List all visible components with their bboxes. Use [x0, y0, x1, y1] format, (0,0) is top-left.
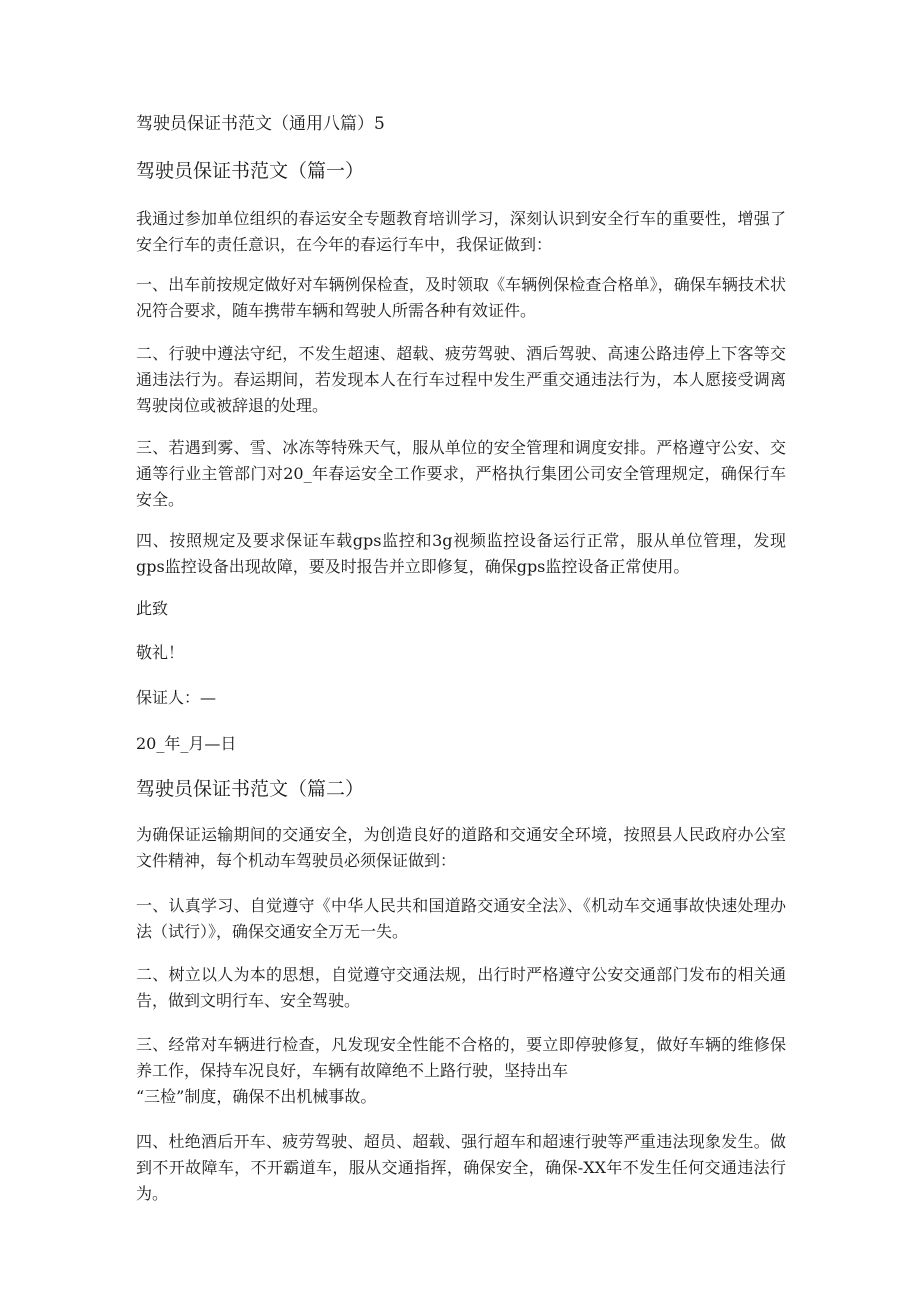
paragraph-item-2-4: 四、杜绝酒后开车、疲劳驾驶、超员、超载、强行超车和超速行驶等严重违法现象发生。做到不开故障车，不开霸道车，服从交通指挥，确保安全，确保-XX年不发生任何交通违法行为。: [136, 1132, 786, 1203]
closing-respect: 敬礼！: [136, 643, 185, 662]
document-title: 驾驶员保证书范文（通用八篇）5: [136, 114, 385, 134]
paragraph-intro-1: 我通过参加单位组织的春运安全专题教育培训学习，深刻认识到安全行车的重要性，增强了安全行车的责任意识，在今年的春运行车中，我保证做到：: [136, 209, 786, 254]
section-heading-2: 驾驶员保证书范文（篇二）: [136, 778, 365, 800]
paragraph-item-2-2: 二、树立以人为本的思想，自觉遵守交通法规，出行时严格遵守公安交通部门发布的相关通告，做到文明行车、安全驾驶。: [136, 965, 786, 1010]
date-line: 20_年_月—日: [136, 734, 237, 753]
paragraph-item-1-2: 二、行驶中遵法守纪，不发生超速、超载、疲劳驾驶、酒后驾驶、高速公路违停上下客等交通违法行为。春运期间，若发现本人在行车过程中发生严重交通违法行为，本人愿接受调离驾驶岗位或被辞退的处理。: [136, 344, 786, 415]
closing-salutation: 此致: [136, 599, 169, 618]
paragraph-item-1-3: 三、若遇到雾、雪、冰冻等特殊天气，服从单位的安全管理和调度安排。严格遵守公安、交通等行业主管部门对20_年春运安全工作要求，严格执行集团公司安全管理规定，确保行车安全。: [136, 438, 786, 509]
paragraph-item-1-1: 一、出车前按规定做好对车辆例保检查，及时领取《车辆例保检查合格单》，确保车辆技术状况符合要求，随车携带车辆和驾驶人所需各种有效证件。: [136, 275, 786, 320]
paragraph-item-2-1: 一、认真学习、自觉遵守《中华人民共和国道路交通安全法》、《机动车交通事故快速处理办法（试行）》，确保交通安全万无一失。: [136, 896, 786, 941]
paragraph-item-1-4: 四、按照规定及要求保证车载gps监控和3g视频监控设备运行正常，服从单位管理，发现gps监控设备出现故障，要及时报告并立即修复，确保gps监控设备正常使用。: [136, 531, 786, 576]
paragraph-intro-2: 为确保证运输期间的交通安全，为创造良好的道路和交通安全环境，按照县人民政府办公室文件精神，每个机动车驾驶员必须保证做到：: [136, 825, 786, 870]
section-heading-1: 驾驶员保证书范文（篇一）: [136, 160, 365, 182]
paragraph-item-2-3-line2: “三检”制度，确保不出机械事故。: [136, 1087, 377, 1106]
signer-line: 保证人：—: [136, 688, 217, 707]
paragraph-item-2-3-line1: 三、经常对车辆进行检查，凡发现安全性能不合格的，要立即停驶修复，做好车辆的维修保养工作，保持车况良好，车辆有故障绝不上路行驶，坚持出车: [136, 1035, 786, 1080]
